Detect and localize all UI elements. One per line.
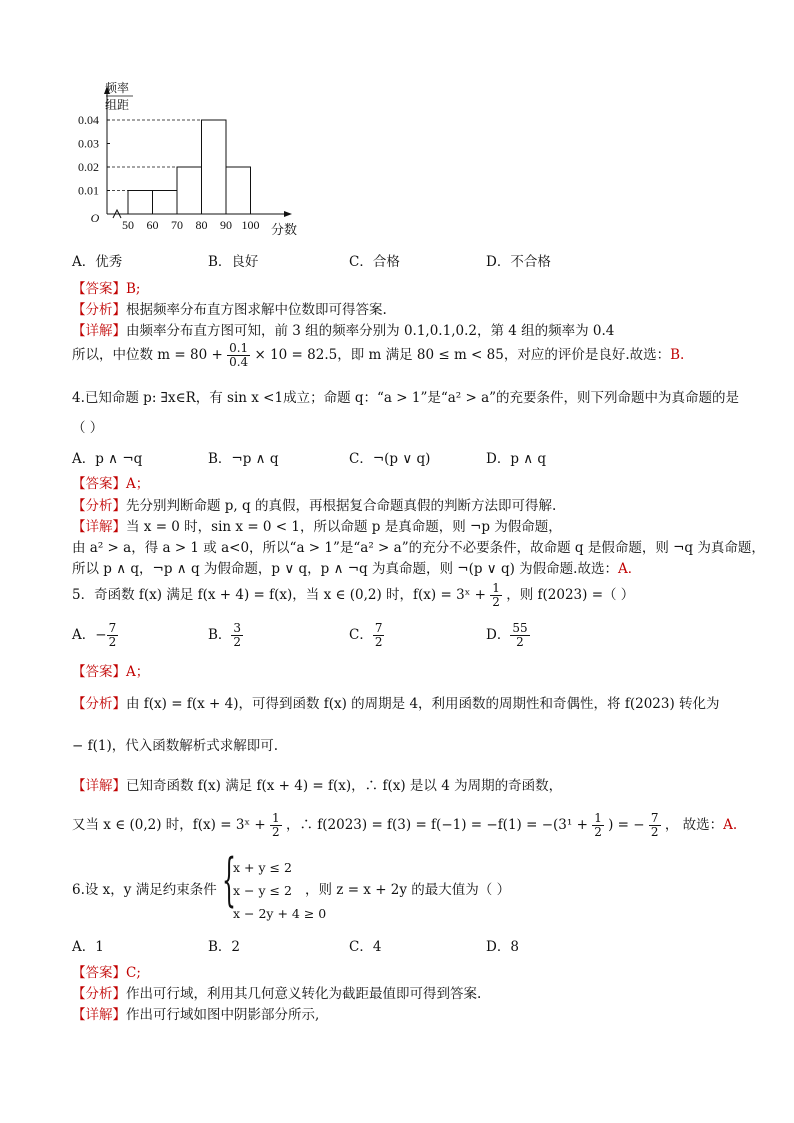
q3-answer: 【答案】B;	[72, 281, 141, 297]
q4-answer: 【答案】A；	[72, 476, 150, 492]
q4-option-d: D．p ∧ q	[486, 451, 547, 467]
fraction: $\frac{0.1}{0.4}$	[229, 341, 249, 370]
q4-detail-1: 【详解】当 x = 0 时，sin x = 0 < 1，所以命题 p 是真命题，则 ¬p 为假命题，	[72, 519, 562, 535]
histogram-bar	[177, 167, 202, 214]
q6-stem-b: ，则 z = x + 2y 的最大值为（ ）	[305, 882, 511, 898]
brace: {	[222, 849, 236, 915]
fraction: $\frac{1}{2}$	[492, 581, 500, 610]
q3-option-b: B．良好	[208, 254, 259, 270]
x-tick-label: 50	[122, 218, 134, 232]
x-tick-label: 90	[220, 218, 232, 232]
q6-option-b: B．2	[208, 939, 241, 955]
q5-analysis-1: 【分析】由 f(x) = f(x + 4)，可得到函数 f(x) 的周期是 4，利用函数的周期性和奇偶性，将 f(2023) 转化为	[72, 696, 720, 712]
q5-option-a: A．− $\frac{7}{2}$	[72, 621, 117, 650]
q5-detail-1: 【详解】已知奇函数 f(x) 满足 f(x + 4) = f(x)，∴ f(x) 是以 4 为周期的奇函数，	[72, 778, 563, 794]
q4-option-a: A．p ∧ ¬q	[72, 451, 143, 467]
q3-option-a: A．优秀	[72, 254, 123, 270]
x-tick-label: 80	[195, 218, 208, 232]
q6-detail: 【详解】作出可行域如图中阴影部分所示,	[72, 1007, 320, 1023]
histogram-bar	[128, 191, 153, 215]
histogram-bar	[153, 191, 178, 215]
histogram-bar	[226, 167, 251, 214]
x-axis-label: 分数	[270, 222, 298, 237]
histogram-bar	[202, 120, 227, 214]
q6-stem-a: 6.设 x，y 满足约束条件	[72, 882, 217, 898]
q5-answer: 【答案】A；	[72, 664, 150, 680]
q4-stem: 4.已知命题 p: ∃x∈R，有 sin x <1成立；命题 q：“a > 1”是“a² > a”的充要条件，则下列命题中为真命题的是	[72, 390, 740, 406]
q6-option-c: C．4	[349, 939, 382, 955]
q3-detail-2: 所以，中位数 m = 80 + $\frac{0.1}{0.4}$ × 10 = 82.5，即 m 满足 80 ≤ m < 85，对应的评价是良好.故选：B.	[72, 341, 685, 370]
q5-option-c: C． $\frac{7}{2}$	[349, 621, 383, 650]
x-tick-label: 70	[171, 218, 183, 232]
q5-analysis-2: − f(1)，代入函数解析式求解即可.	[72, 738, 279, 754]
x-tick-label: 100	[241, 218, 260, 232]
q6-answer: 【答案】C;	[72, 965, 141, 981]
constraint-2: x − y ≤ 2	[233, 883, 292, 898]
q5-option-b: B． $\frac{3}{2}$	[208, 621, 242, 650]
y-label-top: 频率	[105, 81, 130, 95]
origin-label: O	[90, 211, 100, 225]
q5-stem: 5．奇函数 f(x) 满足 f(x + 4) = f(x)，当 x ∈ (0,2) 时，f(x) = 3ˣ + $\frac{1}{2}$ ，则 f(2023) =（ ）	[72, 581, 635, 610]
constraint-1: x + y ≤ 2	[233, 860, 292, 875]
y-tick-label: 0.01	[78, 183, 99, 198]
q4-option-c: C．¬(p ∨ q)	[349, 451, 431, 467]
q3-option-d: D．不合格	[486, 254, 551, 270]
q5-detail-2: 又当 x ∈ (0,2) 时，f(x) = 3ˣ + $\frac{1}{2}$ ，∴ f(2023) = f(3) = f(−1) = −f(1) = −(3¹ + $\frac{1}{2}$ ) = − $\frac{7}{2}$ ， 故选：A.	[72, 811, 738, 840]
y-tick-label: 0.04	[78, 113, 99, 127]
frequency-histogram	[60, 78, 310, 240]
x-axis-arrow	[284, 211, 292, 217]
q6-analysis: 【分析】作出可行域，利用其几何意义转化为截距最值即可得到答案.	[72, 986, 482, 1002]
y-tick-label: 0.03	[78, 136, 99, 151]
q6-option-d: D．8	[486, 939, 519, 955]
q3-analysis: 【分析】根据频率分布直方图求解中位数即可得答案.	[72, 302, 387, 318]
q3-detail-1: 【详解】由频率分布直方图可知，前 3 组的频率分别为 0.1,0.1,0.2，第 4 组的频率为 0.4	[72, 323, 615, 339]
constraint-3: x − 2y + 4 ≥ 0	[233, 906, 327, 921]
y-tick-label: 0.02	[78, 160, 99, 174]
q4-option-b: B．¬p ∧ q	[208, 451, 279, 467]
q3-option-c: C．合格	[349, 254, 400, 270]
q4-detail-3: 所以 p ∧ q，¬p ∧ q 为假命题，p ∨ q，p ∧ ¬q 为真命题，则 ¬(p ∨ q) 为假命题.故选：A．	[72, 561, 642, 577]
q4-analysis: 【分析】先分别判断命题 p, q 的真假，再根据复合命题真假的判断方法即可得解.	[72, 498, 557, 514]
x-tick-label: 60	[146, 218, 159, 232]
y-label-bottom: 组距	[105, 98, 130, 112]
q4-detail-2: 由 a² > a，得 a > 1 或 a<0，所以“a > 1”是“a² > a”的充分不必要条件，故命题 q 是假命题，则 ¬q 为真命题，	[72, 540, 765, 556]
q4-paren: （ ）	[72, 420, 104, 436]
q5-option-d: D． $\frac{55}{2}$	[486, 621, 528, 650]
q6-option-a: A．1	[72, 939, 104, 955]
